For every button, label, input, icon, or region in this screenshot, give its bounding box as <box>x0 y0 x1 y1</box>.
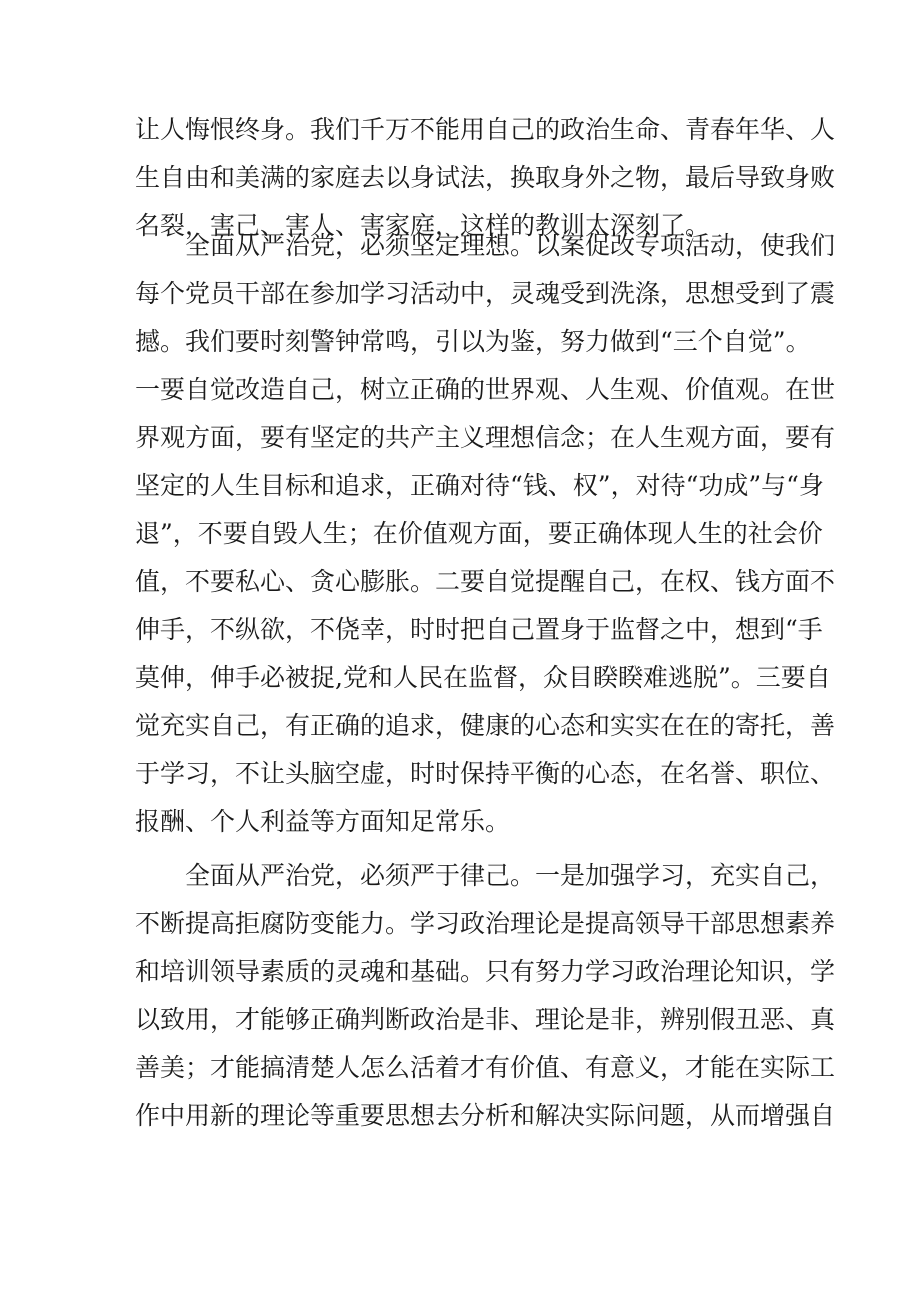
text-line: 让人悔恨终身。我们千万不能用自己的政治生命、青春年华、人 <box>135 115 836 144</box>
text-line: 退”，不要自毁人生；在价值观方面，要正确体现人生的社会价 <box>135 519 823 548</box>
text-line: 每个党员干部在参加学习活动中，灵魂受到洗涤，思想受到了震 <box>135 279 836 308</box>
text-line: 全面从严治党，必须坚定理想。以案促改专项活动，使我们 <box>185 231 836 260</box>
paragraph-3 <box>135 852 836 1140</box>
text-line: 一要自觉改造自己，树立正确的世界观、人生观、价值观。在世 <box>135 375 836 404</box>
text-line: 不断提高拒腐防变能力。学习政治理论是提高领导干部思想素养 <box>135 909 836 938</box>
text-line: 坚定的人生目标和追求，正确对待“钱、权”，对待“功成”与“身 <box>135 471 824 500</box>
text-line: 莫伸，伸手必被捉,党和人民在监督，众目睽睽难逃脱”。三要自 <box>135 663 831 692</box>
text-line: 撼。我们要时刻警钟常鸣，引以为鉴，努力做到“三个自觉”。 <box>135 327 811 356</box>
text-line: 界观方面，要有坚定的共产主义理想信念；在人生观方面，要有 <box>135 423 836 452</box>
text-line: 作中用新的理论等重要思想去分析和解决实际问题，从而增强自 <box>135 1101 836 1130</box>
text-line: 生自由和美满的家庭去以身试法，换取身外之物，最后导致身败 <box>135 163 836 192</box>
text-line: 伸手，不纵欲，不侥幸，时时把自己置身于监督之中，想到“手 <box>135 615 823 644</box>
text-line: 名裂，害己、害人、害家庭，这样的教训太深刻了。 <box>135 211 711 240</box>
text-line: 全面从严治党，必须严于律己。一是加强学习，充实自己， <box>185 861 836 890</box>
text-line: 以致用，才能够正确判断政治是非、理论是非，辨别假丑恶、真 <box>135 1005 836 1034</box>
text-line: 和培训领导素质的灵魂和基础。只有努力学习政治理论知识，学 <box>135 957 836 986</box>
text-line: 值，不要私心、贪心膨胀。二要自觉提醒自己，在权、钱方面不 <box>135 567 836 596</box>
text-line: 觉充实自己，有正确的追求，健康的心态和实实在在的寄托，善 <box>135 711 836 740</box>
text-line: 于学习，不让头脑空虚，时时保持平衡的心态，在名誉、职位、 <box>135 759 836 788</box>
paragraph-2 <box>135 222 836 846</box>
text-line: 善美；才能搞清楚人怎么活着才有价值、有意义，才能在实际工 <box>135 1053 836 1082</box>
text-line: 报酬、个人利益等方面知足常乐。 <box>135 807 511 836</box>
